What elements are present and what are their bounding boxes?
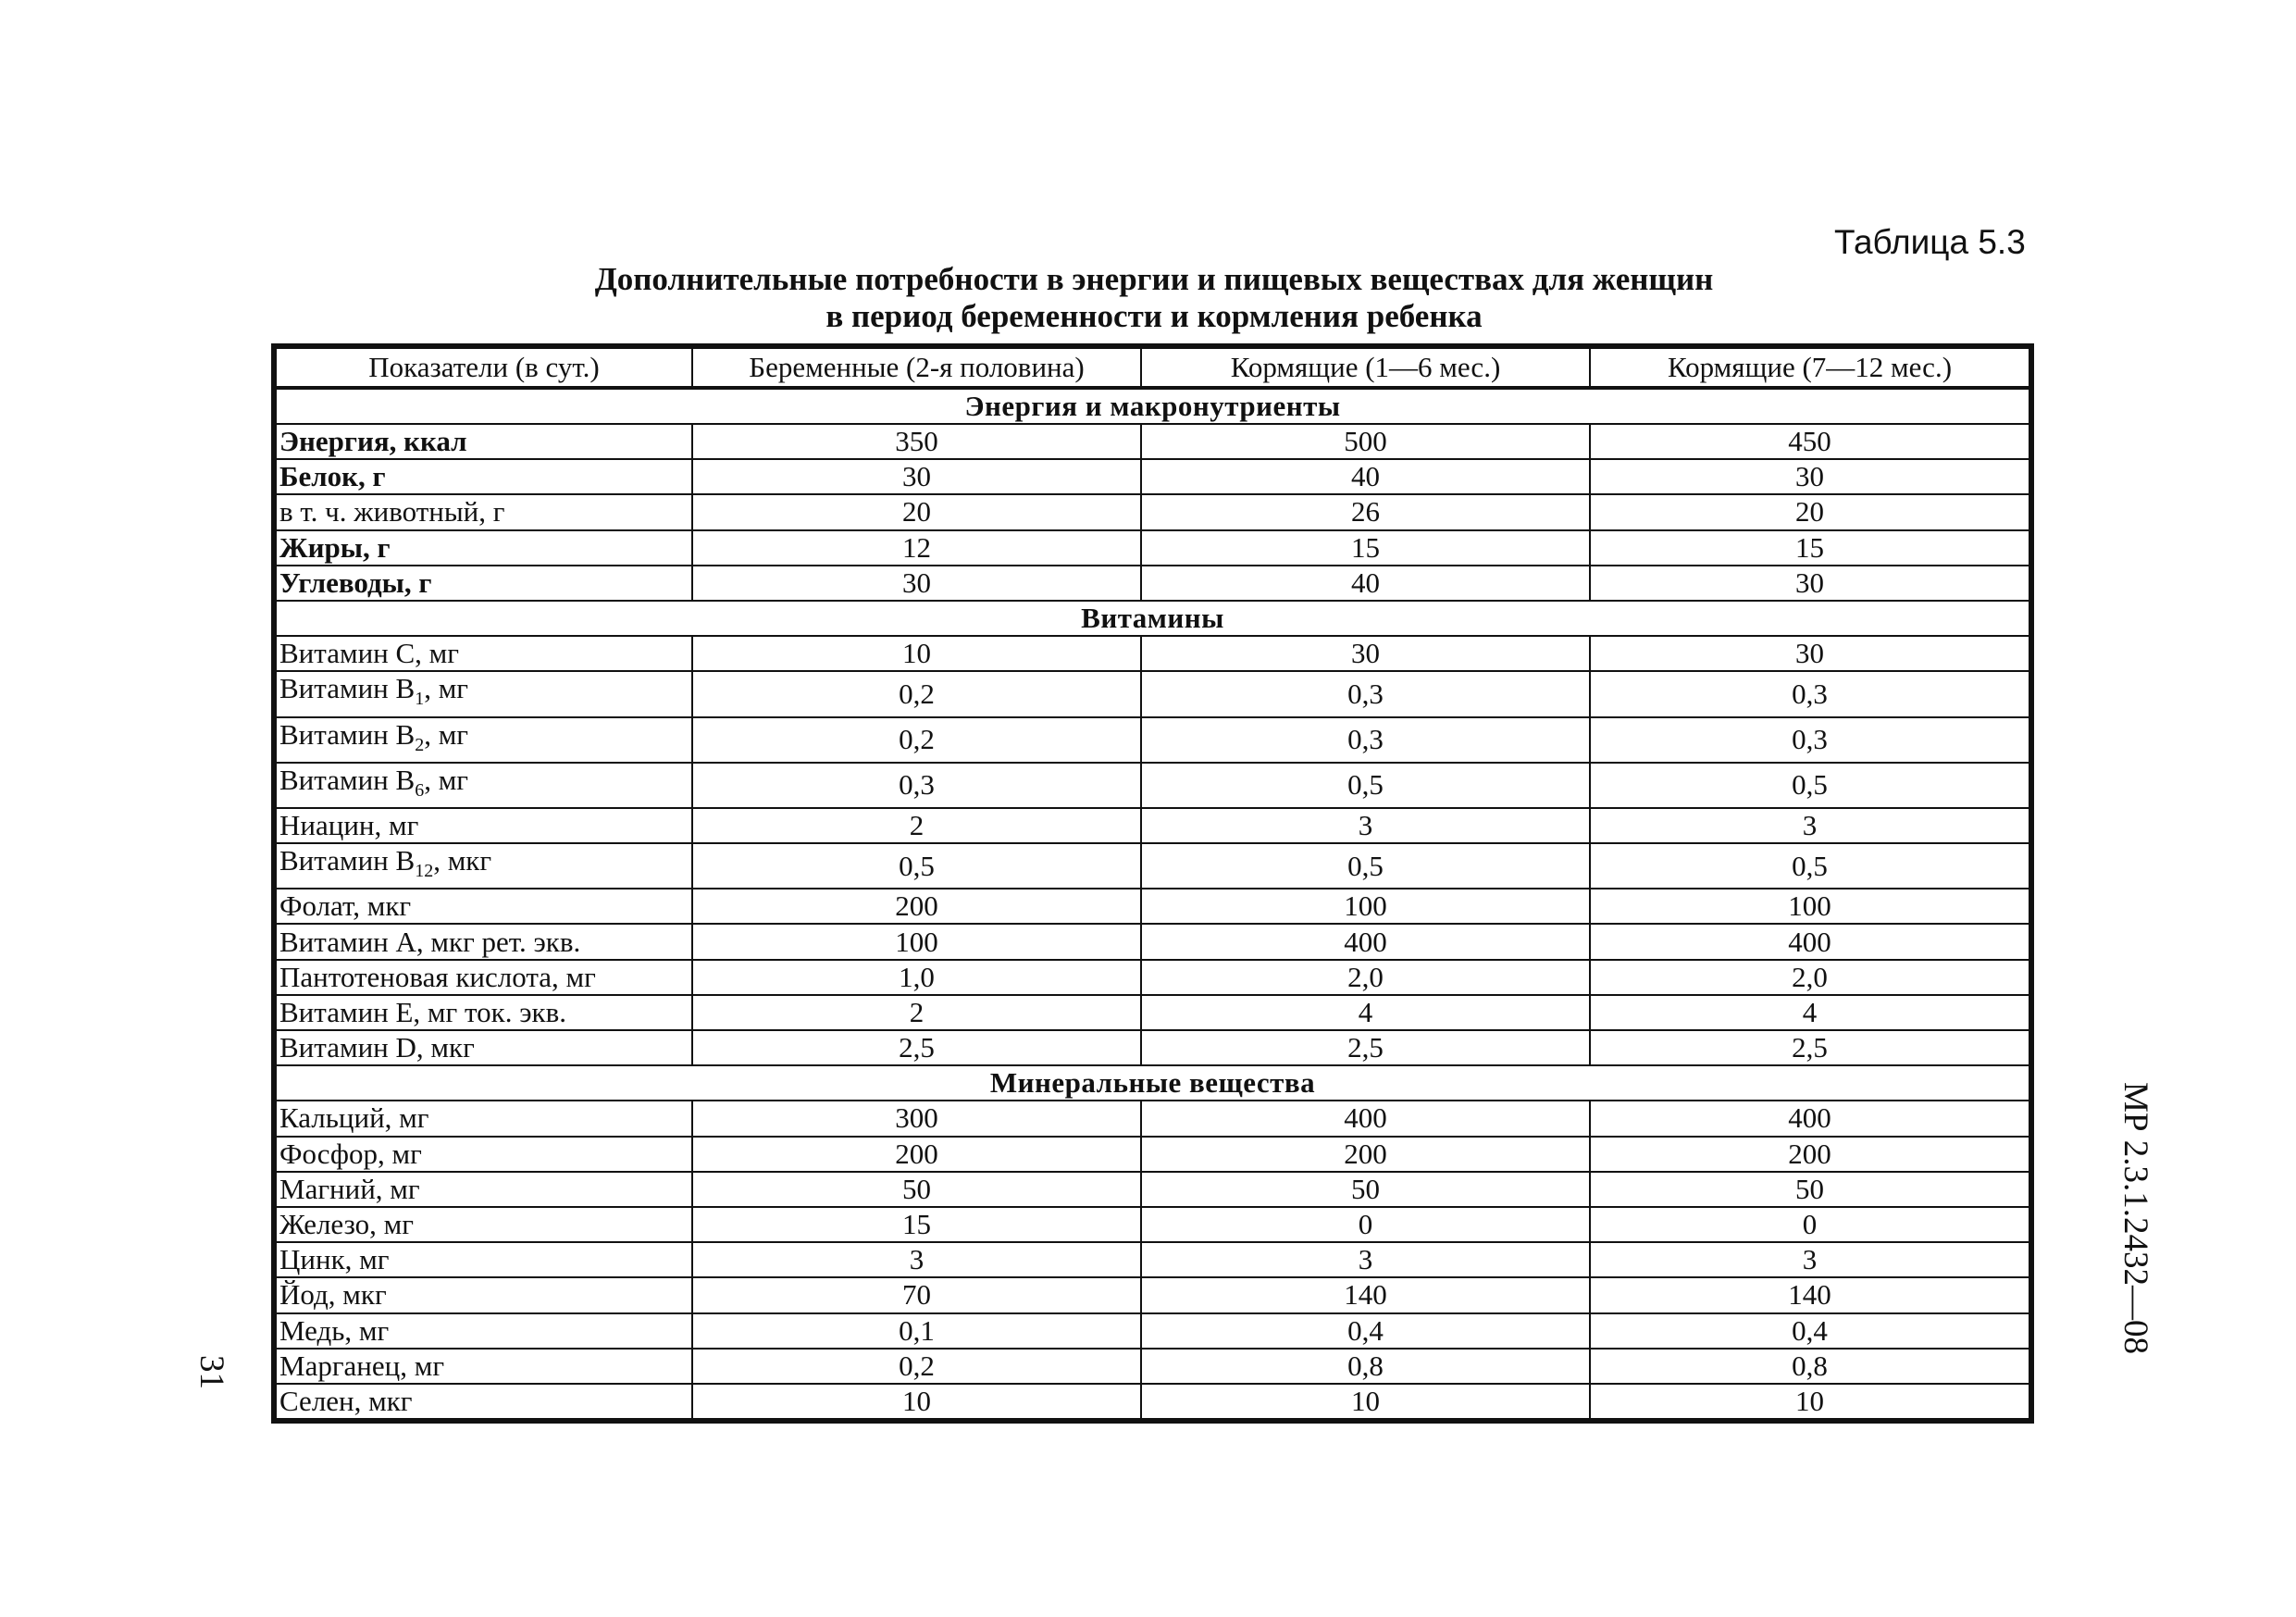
indicator-name: Железо, мг [279, 1208, 414, 1241]
indicator-name-cell [276, 1207, 692, 1242]
value-cell: 15 [1141, 530, 1590, 566]
value-cell: 50 [692, 1172, 1141, 1207]
value-cell: 3 [1590, 808, 2029, 843]
indicator-unit: , мг [424, 763, 469, 796]
indicator-name-cell [276, 530, 692, 566]
value-cell: 0,3 [692, 763, 1141, 808]
value-cell: 0,1 [692, 1313, 1141, 1349]
value-cell: 0,5 [1590, 843, 2029, 889]
indicator-unit: , мг [424, 672, 469, 705]
value-cell: 100 [1590, 889, 2029, 924]
value-cell: 10 [1141, 1384, 1590, 1419]
indicator-name: Витамин Е, мг ток. экв. [279, 995, 566, 1028]
indicator-subscript: 12 [415, 861, 434, 882]
indicator-name-cell [276, 1384, 692, 1419]
indicator-unit: , мг [424, 717, 469, 751]
value-cell: 300 [692, 1101, 1141, 1136]
value-cell: 0,2 [692, 1349, 1141, 1384]
column-header: Кормящие (7—12 мес.) [1590, 348, 2029, 388]
value-cell: 30 [692, 566, 1141, 601]
indicator-name: Магний, мг [279, 1172, 420, 1205]
value-cell: 15 [1590, 530, 2029, 566]
value-cell: 30 [1590, 566, 2029, 601]
value-cell: 400 [1590, 1101, 2029, 1136]
indicator-name-cell [276, 1313, 692, 1349]
indicator-name-cell [276, 1030, 692, 1065]
indicator-name: Ниацин, мг [279, 808, 419, 841]
value-cell: 30 [1141, 636, 1590, 671]
column-header: Кормящие (1—6 мес.) [1141, 348, 1590, 388]
value-cell: 15 [692, 1207, 1141, 1242]
indicator-name: Цинк, мг [279, 1243, 390, 1276]
indicator-name-cell [276, 1349, 692, 1384]
section-title: Витамины [276, 601, 2029, 636]
value-cell: 0,3 [1590, 717, 2029, 763]
indicator-name-cell [276, 889, 692, 924]
indicator-name-cell [276, 1137, 692, 1172]
value-cell: 12 [692, 530, 1141, 566]
table-row [276, 636, 2029, 671]
indicator-name-cell [276, 960, 692, 995]
indicator-name: Селен, мкг [279, 1384, 413, 1417]
value-cell: 3 [1141, 808, 1590, 843]
indicator-name: Фолат, мкг [279, 889, 412, 923]
value-cell: 0,4 [1141, 1313, 1590, 1349]
value-cell: 0 [1590, 1207, 2029, 1242]
indicator-name: Витамин В [279, 763, 416, 796]
value-cell: 2 [692, 995, 1141, 1030]
table-row [276, 889, 2029, 924]
indicator-name: Марганец, мг [279, 1349, 445, 1382]
table-row [276, 960, 2029, 995]
table-row [276, 566, 2029, 601]
table-row [276, 1172, 2029, 1207]
indicator-name: Витамин А, мкг рет. экв. [279, 925, 581, 958]
indicator-name-cell [276, 717, 692, 763]
indicator-name-cell [276, 924, 692, 959]
value-cell: 20 [692, 494, 1141, 529]
value-cell: 30 [1590, 459, 2029, 494]
table-row [276, 763, 2029, 808]
value-cell: 0,5 [1141, 763, 1590, 808]
value-cell: 0 [1141, 1207, 1590, 1242]
column-header: Показатели (в сут.) [276, 348, 692, 388]
indicator-name-cell [276, 671, 692, 716]
indicator-name-cell [276, 808, 692, 843]
value-cell: 50 [1141, 1172, 1590, 1207]
indicator-name-cell [276, 459, 692, 494]
indicator-name-cell [276, 636, 692, 671]
value-cell: 20 [1590, 494, 2029, 529]
indicator-name: Энергия, ккал [279, 425, 467, 458]
table-row [276, 843, 2029, 889]
indicator-name: Фосфор, мг [279, 1137, 422, 1170]
value-cell: 100 [1141, 889, 1590, 924]
table-body [276, 388, 2029, 1419]
value-cell: 140 [1590, 1277, 2029, 1312]
value-cell: 0,5 [692, 843, 1141, 889]
indicator-name: в т. ч. животный, г [279, 495, 505, 529]
indicator-name-cell [276, 424, 692, 459]
indicator-name: Пантотеновая кислота, мг [279, 960, 596, 993]
value-cell: 30 [692, 459, 1141, 494]
value-cell: 0,3 [1590, 671, 2029, 716]
indicator-name: Углеводы, г [279, 566, 432, 599]
indicator-subscript: 1 [415, 689, 425, 710]
value-cell: 500 [1141, 424, 1590, 459]
value-cell: 0,3 [1141, 717, 1590, 763]
value-cell: 2,5 [692, 1030, 1141, 1065]
value-cell: 450 [1590, 424, 2029, 459]
page-number: 31 [192, 1355, 230, 1389]
value-cell: 10 [1590, 1384, 2029, 1419]
table-row [276, 494, 2029, 529]
indicator-name-cell [276, 1101, 692, 1136]
section-title: Энергия и макронутриенты [276, 388, 2029, 424]
value-cell: 50 [1590, 1172, 2029, 1207]
value-cell: 40 [1141, 566, 1590, 601]
section-header-row [276, 601, 2029, 636]
column-header: Беременные (2-я половина) [692, 348, 1141, 388]
indicator-name: Витамин В [279, 844, 416, 877]
table-header-row [276, 348, 2029, 388]
indicator-name: Жиры, г [279, 530, 391, 564]
value-cell: 10 [692, 636, 1141, 671]
nutrient-table [275, 347, 2030, 1420]
value-cell: 30 [1590, 636, 2029, 671]
value-cell: 2,5 [1590, 1030, 2029, 1065]
value-cell: 200 [692, 889, 1141, 924]
indicator-name: Йод, мкг [279, 1278, 387, 1312]
value-cell: 2 [692, 808, 1141, 843]
value-cell: 0,8 [1590, 1349, 2029, 1384]
indicator-name: Медь, мг [279, 1313, 390, 1347]
indicator-name-cell [276, 566, 692, 601]
indicator-name-cell [276, 1277, 692, 1312]
table-row [276, 1207, 2029, 1242]
table-row [276, 1030, 2029, 1065]
value-cell: 1,0 [692, 960, 1141, 995]
section-title: Минеральные вещества [276, 1065, 2029, 1101]
indicator-name: Витамин В [279, 672, 416, 705]
table-row [276, 424, 2029, 459]
table-row [276, 1277, 2029, 1312]
value-cell: 3 [1141, 1242, 1590, 1277]
indicator-name-cell [276, 843, 692, 889]
value-cell: 400 [1141, 924, 1590, 959]
indicator-name-cell [276, 763, 692, 808]
table-row [276, 1313, 2029, 1349]
indicator-name: Витамин В [279, 717, 416, 751]
value-cell: 0,4 [1590, 1313, 2029, 1349]
indicator-name-cell [276, 1242, 692, 1277]
value-cell: 4 [1141, 995, 1590, 1030]
table-row [276, 808, 2029, 843]
section-header-row [276, 1065, 2029, 1101]
value-cell: 200 [1590, 1137, 2029, 1172]
indicator-subscript: 2 [415, 734, 425, 755]
table-number-label: Таблица 5.3 [1834, 223, 2026, 261]
indicator-name: Витамин D, мкг [279, 1031, 475, 1064]
indicator-name: Белок, г [279, 460, 386, 493]
value-cell: 0,5 [1590, 763, 2029, 808]
value-cell: 0,3 [1141, 671, 1590, 716]
table-row [276, 1101, 2029, 1136]
value-cell: 0,2 [692, 671, 1141, 716]
value-cell: 140 [1141, 1277, 1590, 1312]
value-cell: 400 [1590, 924, 2029, 959]
table-row [276, 995, 2029, 1030]
value-cell: 10 [692, 1384, 1141, 1419]
table-row [276, 1242, 2029, 1277]
table-row [276, 459, 2029, 494]
table-title-line-1: Дополнительные потребности в энергии и пищевых веществах для женщин [594, 261, 1714, 297]
value-cell: 40 [1141, 459, 1590, 494]
value-cell: 0,5 [1141, 843, 1590, 889]
indicator-name: Кальций, мг [279, 1101, 429, 1135]
section-header-row [276, 388, 2029, 424]
table-row [276, 1137, 2029, 1172]
nutrient-table-frame [271, 343, 2034, 1424]
value-cell: 0,2 [692, 717, 1141, 763]
value-cell: 350 [692, 424, 1141, 459]
value-cell: 2,0 [1141, 960, 1590, 995]
value-cell: 2,5 [1141, 1030, 1590, 1065]
document-code: МР 2.3.1.2432—08 [2116, 1082, 2154, 1354]
value-cell: 100 [692, 924, 1141, 959]
indicator-name-cell [276, 494, 692, 529]
value-cell: 0,8 [1141, 1349, 1590, 1384]
value-cell: 26 [1141, 494, 1590, 529]
value-cell: 3 [1590, 1242, 2029, 1277]
value-cell: 200 [692, 1137, 1141, 1172]
table-row [276, 530, 2029, 566]
table-row [276, 671, 2029, 716]
table-row [276, 1349, 2029, 1384]
indicator-unit: , мкг [433, 844, 492, 877]
value-cell: 3 [692, 1242, 1141, 1277]
value-cell: 200 [1141, 1137, 1590, 1172]
value-cell: 4 [1590, 995, 2029, 1030]
table-title-line-2: в период беременности и кормления ребенка [825, 298, 1483, 334]
indicator-name: Витамин С, мг [279, 637, 460, 670]
indicator-name-cell [276, 995, 692, 1030]
indicator-subscript: 6 [415, 779, 425, 801]
indicator-name-cell [276, 1172, 692, 1207]
table-row [276, 924, 2029, 959]
value-cell: 2,0 [1590, 960, 2029, 995]
table-row [276, 717, 2029, 763]
value-cell: 70 [692, 1277, 1141, 1312]
table-row [276, 1384, 2029, 1419]
value-cell: 400 [1141, 1101, 1590, 1136]
